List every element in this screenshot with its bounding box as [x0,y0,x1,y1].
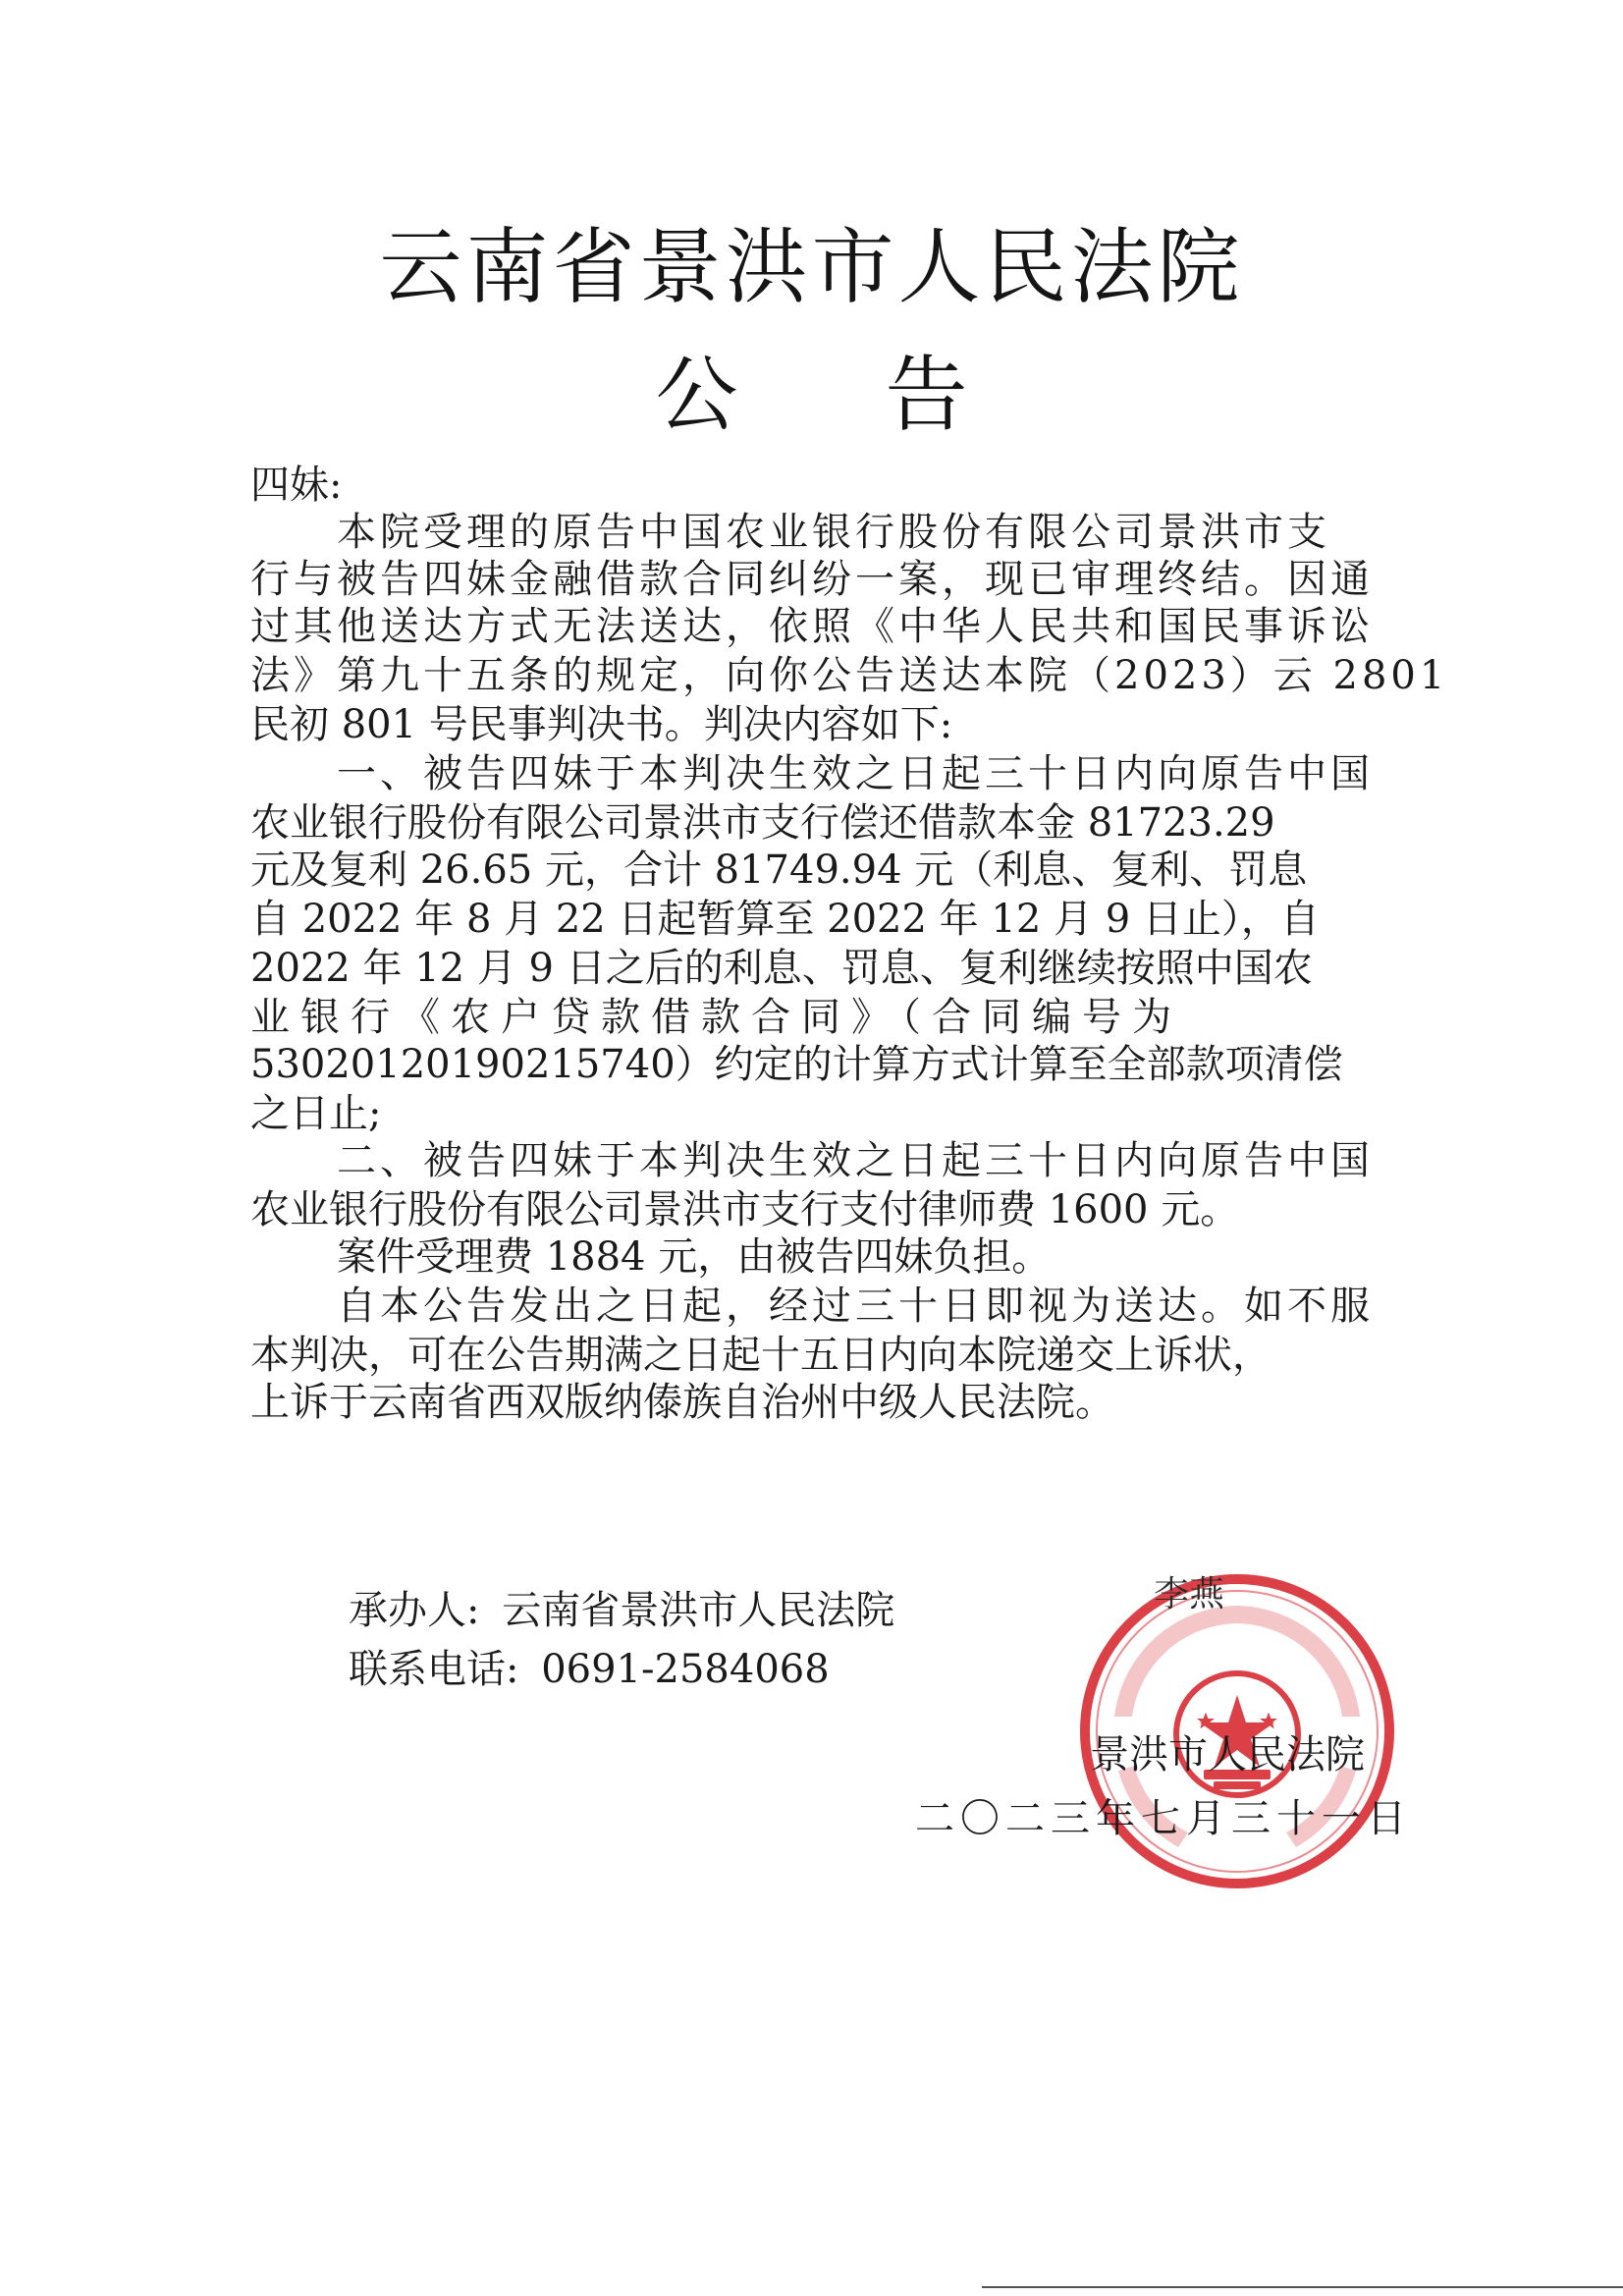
paragraph-line: 自本公告发出之日起，经过三十日即视为送达。如不服 [337,1284,1374,1329]
paragraph-line: 行与被告四妹金融借款合同纠纷一案，现已审理终结。因通 [250,557,1374,602]
paragraph-line: 过其他送达方式无法送达，依照《中华人民共和国民事诉讼 [250,604,1374,649]
paragraph-line: 一、被告四妹于本判决生效之日起三十日内向原告中国 [337,751,1374,796]
court-title: 云南省景洪市人民法院 [379,219,1244,315]
paragraph-line: 元及复利 26.65 元，合计 81749.94 元（利息、复利、罚息 [250,847,1308,893]
signature-date: 二〇二三年七月三十一日 [915,1796,1412,1841]
paragraph-line: 案件受理费 1884 元，由被告四妹负担。 [337,1234,1052,1280]
page-edge-line [982,2286,1623,2288]
paragraph-line: 法》第九十五条的规定，向你公告送达本院（2023）云 2801 [250,653,1449,698]
phone-value: 0691-2584068 [541,1647,830,1692]
handler-value: 云南省景洪市人民法院 [502,1588,895,1633]
paragraph-line: 本院受理的原告中国农业银行股份有限公司景洪市支 [337,510,1330,555]
paragraph-line: 本判决，可在公告期满之日起十五日内向本院递交上诉状， [250,1333,1271,1378]
paragraph-line: 二、被告四妹于本判决生效之日起三十日内向原告中国 [337,1138,1374,1183]
clerk-signature: 李燕 [1154,1574,1225,1614]
signature-court: 景洪市人民法院 [1090,1732,1365,1777]
paragraph-line: 2022 年 12 月 9 日之后的利息、罚息、复利继续按照中国农 [250,946,1313,991]
phone-row [349,1638,830,1694]
paragraph-line: 之日止; [250,1091,382,1136]
paragraph-line: 农业银行股份有限公司景洪市支行偿还借款本金 81723.29 [250,800,1275,846]
paragraph-line: 农业银行股份有限公司景洪市支行支付律师费 1600 元。 [250,1187,1240,1232]
paragraph-line: 自 2022 年 8 月 22 日起暂算至 2022 年 12 月 9 日止），自 [250,897,1320,942]
paragraph-line: 民初 801 号民事判决书。判决内容如下: [250,702,953,747]
paragraph-line: 53020120190215740）约定的计算方式计算至全部款项清偿 [250,1042,1343,1087]
phone-label: 联系电话: [349,1647,519,1692]
handler-row [349,1579,894,1635]
salutation: 四妹: [250,463,343,508]
paragraph-line: 上诉于云南省西双版纳傣族自治州中级人民法院。 [250,1380,1114,1425]
notice-title: 公告 [655,347,1115,443]
handler-label: 承办人: [349,1588,480,1633]
paragraph-line: 业银行《农户贷款借款合同》（合同编号为 [250,995,1182,1040]
